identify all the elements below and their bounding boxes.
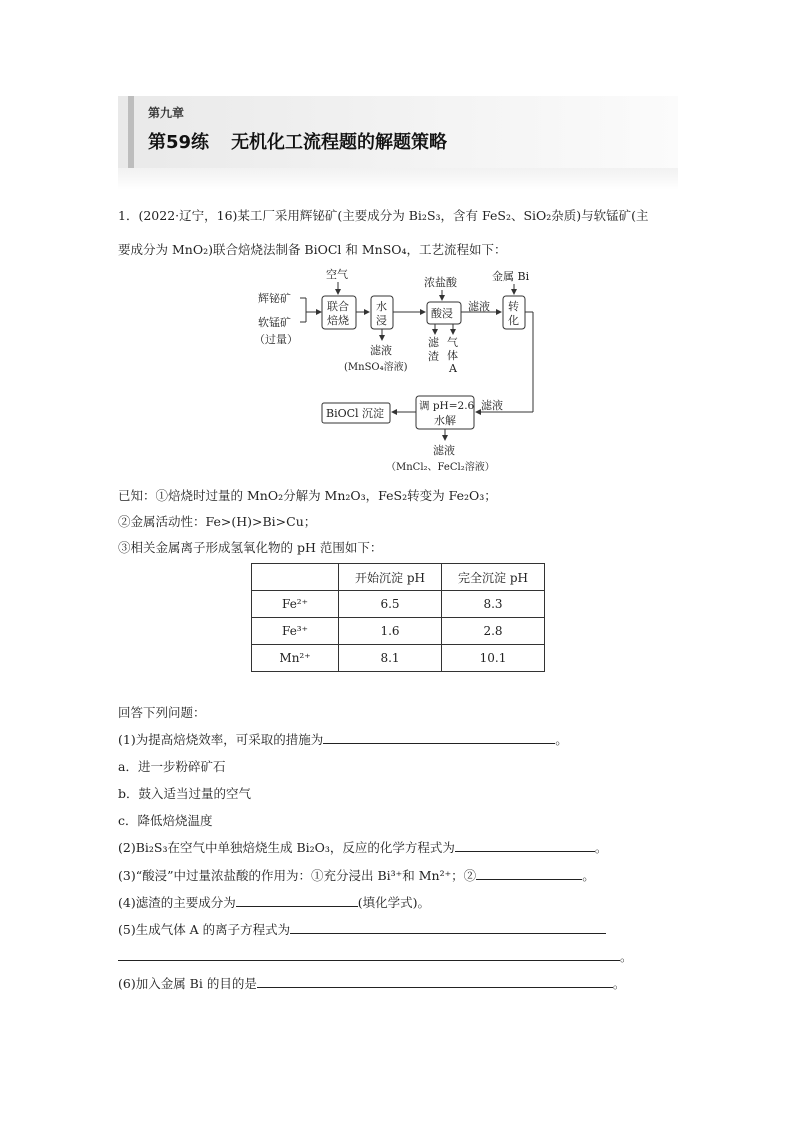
question-2-text: (2)Bi₂S₃在空气中单独焙烧生成 Bi₂O₃，反应的化学方程式为 [118, 840, 455, 855]
complete-ph-cell: 8.3 [442, 591, 545, 618]
header-shadow [118, 168, 678, 190]
air-label: 空气 [326, 268, 348, 281]
feed-pyrolusite-note: （过量） [254, 333, 298, 346]
option-b: b．鼓入适当过量的空气 [118, 786, 252, 801]
answers-prompt: 回答下列问题： [118, 705, 206, 720]
question-6-end: 。 [612, 976, 626, 991]
convert-line2: 化 [508, 314, 519, 327]
question-3-text: (3)“酸浸”中过量浓盐酸的作用为：①充分浸出 Bi³⁺和 Mn²⁺；② [118, 868, 477, 883]
gas-a-line2: 体 [447, 349, 458, 362]
metal-bi-label: 金属 Bi [492, 270, 530, 283]
conc-hcl-label: 浓盐酸 [424, 276, 457, 289]
question-5-end: 。 [620, 949, 633, 964]
roast-line1: 联合 [327, 300, 349, 313]
known-2: ②金属活动性：Fe>(H)>Bi>Cu； [118, 514, 317, 529]
water-leach-line1: 水 [376, 300, 387, 313]
chapter-label: 第九章 [148, 106, 185, 120]
table-header-cell [252, 564, 339, 591]
start-ph-cell: 6.5 [339, 591, 442, 618]
filtrate1-label: 滤液 [370, 344, 392, 357]
filtrate2-label: 滤液 [468, 300, 490, 313]
gas-a-line1: 气 [447, 336, 458, 349]
question-4-end: (填化学式)。 [357, 895, 430, 910]
residue-line2: 渣 [428, 350, 439, 363]
complete-ph-cell: 10.1 [442, 645, 545, 672]
practice-topic: 无机化工流程题的解题策略 [231, 132, 448, 153]
answer-blank-3[interactable] [476, 867, 582, 880]
practice-number: 第59练 [148, 132, 210, 153]
question-4-text: (4)滤渣的主要成分为 [118, 895, 236, 910]
convert-line1: 转 [508, 300, 519, 313]
question-4 [118, 893, 430, 911]
question-6-text: (6)加入金属 Bi 的目的是 [118, 976, 257, 991]
ion-cell: Fe²⁺ [252, 591, 339, 618]
answer-blank-5b[interactable] [118, 948, 620, 961]
header-accent [128, 96, 134, 168]
gas-a-line3: A [449, 362, 457, 375]
option-a: a．进一步粉碎矿石 [118, 759, 226, 774]
question-5 [118, 920, 606, 938]
known-3: ③相关金属离子形成氢氧化物的 pH 范围如下： [118, 540, 383, 555]
start-ph-cell: 8.1 [339, 645, 442, 672]
answer-blank-4[interactable] [236, 894, 358, 907]
question-2-end: 。 [594, 840, 608, 855]
practice-title [148, 128, 447, 154]
question-3 [118, 866, 595, 884]
roast-line2: 焙烧 [327, 314, 349, 327]
feed-pyrolusite: 软锰矿 [258, 316, 291, 329]
question-3-end: 。 [582, 868, 595, 883]
answer-blank-2[interactable] [455, 839, 595, 852]
filtrate4-note: （MnCl₂、FeCl₂溶液） [386, 462, 495, 473]
question-1-text: (1)为提高焙烧效率，可采取的措施为 [118, 732, 324, 747]
table-row [252, 591, 545, 618]
question-intro-line2: 要成分为 MnO₂)联合焙烧法制备 BiOCl 和 MnSO₄，工艺流程如下： [118, 242, 507, 257]
chapter-header [118, 96, 678, 190]
complete-ph-cell: 2.8 [442, 618, 545, 645]
answer-blank-5a[interactable] [290, 921, 606, 934]
question-1 [118, 730, 568, 748]
option-c: c．降低焙烧温度 [118, 813, 213, 828]
start-ph-cell: 1.6 [339, 618, 442, 645]
feed-bismuthinite: 辉铋矿 [258, 292, 291, 305]
hydrolysis-line1: 调 pH=2.6 [419, 400, 475, 412]
question-5-text: (5)生成气体 A 的离子方程式为 [118, 922, 291, 937]
table-header-cell: 开始沉淀 pH [339, 564, 442, 591]
question-2 [118, 838, 607, 856]
filtrate3-label: 滤液 [481, 399, 503, 412]
question-6 [118, 974, 625, 992]
table-row [252, 618, 545, 645]
table-header-row [252, 564, 545, 591]
process-flow-diagram [240, 264, 540, 476]
ion-cell: Mn²⁺ [252, 645, 339, 672]
table-row [252, 645, 545, 672]
ion-cell: Fe³⁺ [252, 618, 339, 645]
question-intro-line1: 1．(2022·辽宁，16)某工厂采用辉铋矿(主要成分为 Bi₂S₃，含有 FeS₂、SiO₂杂质)与软锰矿(主 [118, 208, 649, 223]
filtrate4-label: 滤液 [433, 444, 455, 457]
filtrate1-note: (MnSO₄溶液) [344, 362, 408, 373]
acid-leach-label: 酸浸 [431, 307, 453, 320]
residue-line1: 滤 [428, 336, 439, 349]
hydrolysis-line2: 水解 [434, 414, 456, 427]
question-1-end: 。 [555, 732, 568, 747]
ph-range-table [251, 563, 545, 672]
known-1: 已知：①焙烧时过量的 MnO₂分解为 Mn₂O₃，FeS₂转变为 Fe₂O₃； [118, 488, 497, 503]
answer-blank-6[interactable] [257, 975, 613, 988]
question-5-cont [118, 947, 633, 965]
water-leach-line2: 浸 [376, 314, 387, 327]
answer-blank-1[interactable] [323, 731, 555, 744]
table-header-cell: 完全沉淀 pH [442, 564, 545, 591]
product-label: BiOCl 沉淀 [326, 407, 385, 420]
